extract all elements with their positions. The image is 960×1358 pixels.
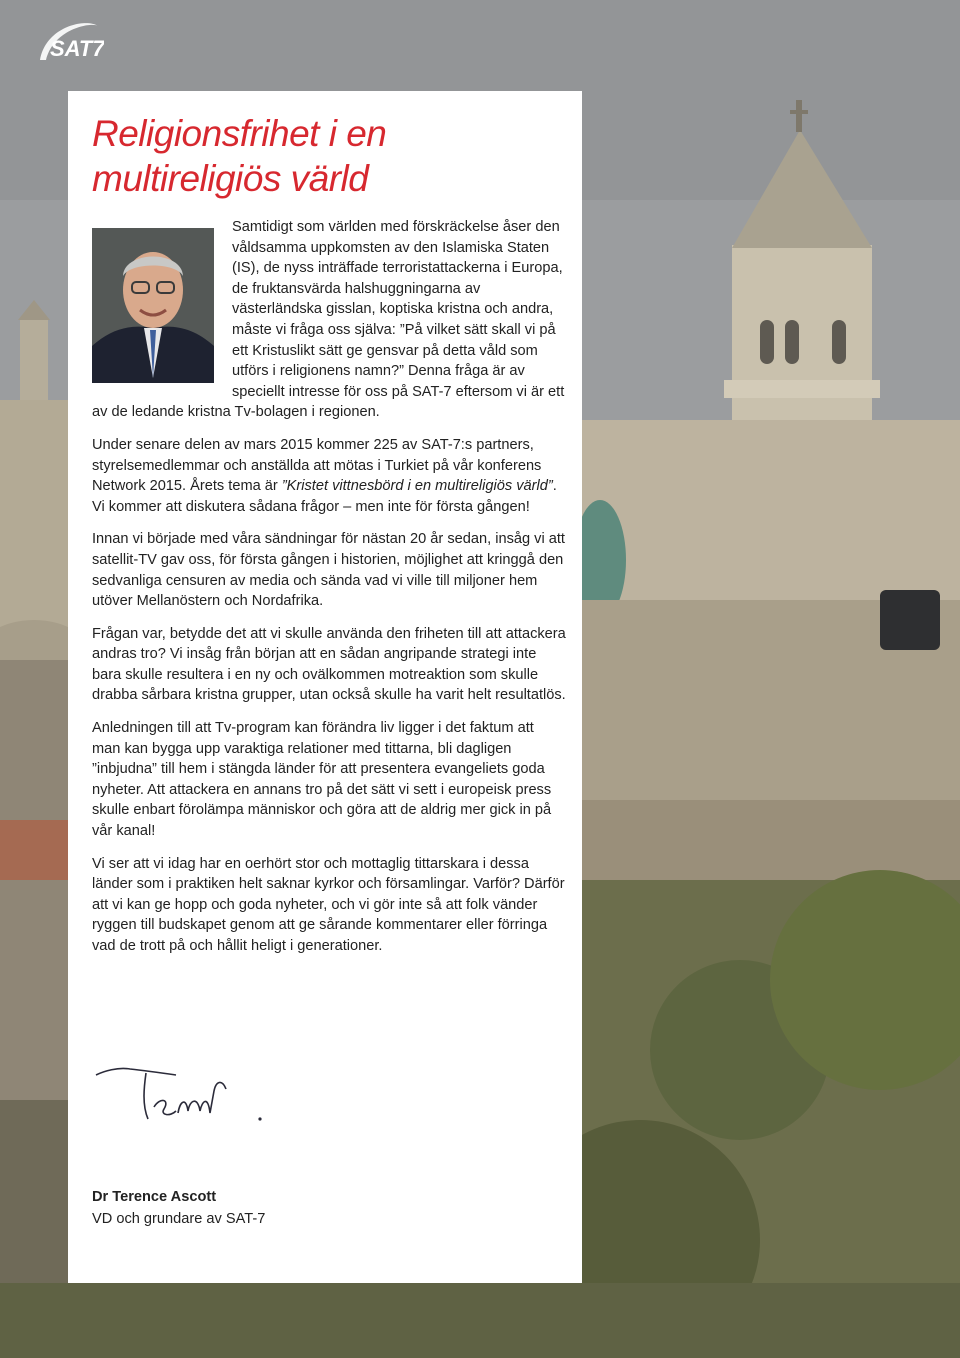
intro-text: Samtidigt som världen med förskräckelse åser den våldsamma uppkomsten av den Islamiska Staten (IS), de nyss inträffade terroristattackerna i Europa, de fruktansvärda halshuggningarna av västerländska gisslan, koptiska kristna och andra, måste vi fråga oss själva: ”På vilket sätt skall vi på ett Kristuslikt sätt ge gensvar på detta våld som utförs i religionens namn?” Denna fråga är av speciellt intresse för oss på SAT-7 eftersom vi är ett av de ledande kristna Tv-bolagen i regionen. <box>92 219 565 421</box>
paragraph-conference <box>92 435 566 517</box>
paragraph-conference-text-a: Under senare delen av mars 2015 kommer 225 av SAT-7:s partners, styrelsemedlemmar och anställda att mötas i Turkiet på vår konferens Network 2015. Årets tema är <box>92 436 542 495</box>
paragraph-question: Frågan var, betydde det att vi skulle använda den friheten till att attackera andras tro? Vi insåg från början att en sådan angripande strategi inte bara skulle resultera i en ny och ovälkommen motreaktion som skulle drabba sårbara kristna grupper, utan också skulle ha varit helt resultatlös. <box>92 625 566 704</box>
conference-theme: ”Kristet vittnesbörd i en multireligiös värld” <box>281 478 553 495</box>
paragraph-audience: Vi ser att vi idag har en oerhört stor och mottaglig tittarskara i dessa länder som i praktiken helt saknar kyrkor och församlingar. Varför? Därför att vi kan ge hopp och goda nyheter, och vi gör inte så att folk vänder ryggen till budskapet genom att ge sårande kommentarer eller förringa vad de trott på och hållit heligt i generationer. <box>92 855 565 954</box>
author-name: Dr Terence Ascott <box>92 1189 217 1205</box>
intro-paragraph <box>92 217 566 423</box>
logo-text: SAT7 <box>50 36 104 61</box>
paragraph-conference-text-b: . Vi kommer att diskutera sådana frågor – men inte för första gången! <box>92 478 557 515</box>
author-role: VD och grundare av SAT-7 <box>92 1211 266 1227</box>
sat7-logo <box>34 16 104 72</box>
portrait-spacer <box>92 217 232 387</box>
article-title: Religionsfrihet i en multireligiös värld <box>92 113 387 200</box>
article-body <box>92 217 566 957</box>
paragraph-reason: Anledningen till att Tv-program kan förändra liv ligger i det faktum att man kan bygga upp varaktiga relationer med tittarna, bli dagligen ”inbjudna” till hem i stängda länder för att presentera evangeliets goda nyheter. Att attackera en annans tro på det sätt vi sett i europeisk press skulle enbart förolämpa människor och göra att de aldrig mer gick in på vår kanal! <box>92 720 552 840</box>
paragraph-history: Innan vi började med våra sändningar för nästan 20 år sedan, insåg vi att satellit-TV gav oss, för första gången i historien, möjlighet att kringgå den sedvanliga censuren av media och sända vad vi ville till miljoner hem utöver Mellanöstern och Nordafrika. <box>92 531 565 610</box>
article-panel <box>68 91 582 1283</box>
handwritten-signature <box>90 1061 280 1131</box>
